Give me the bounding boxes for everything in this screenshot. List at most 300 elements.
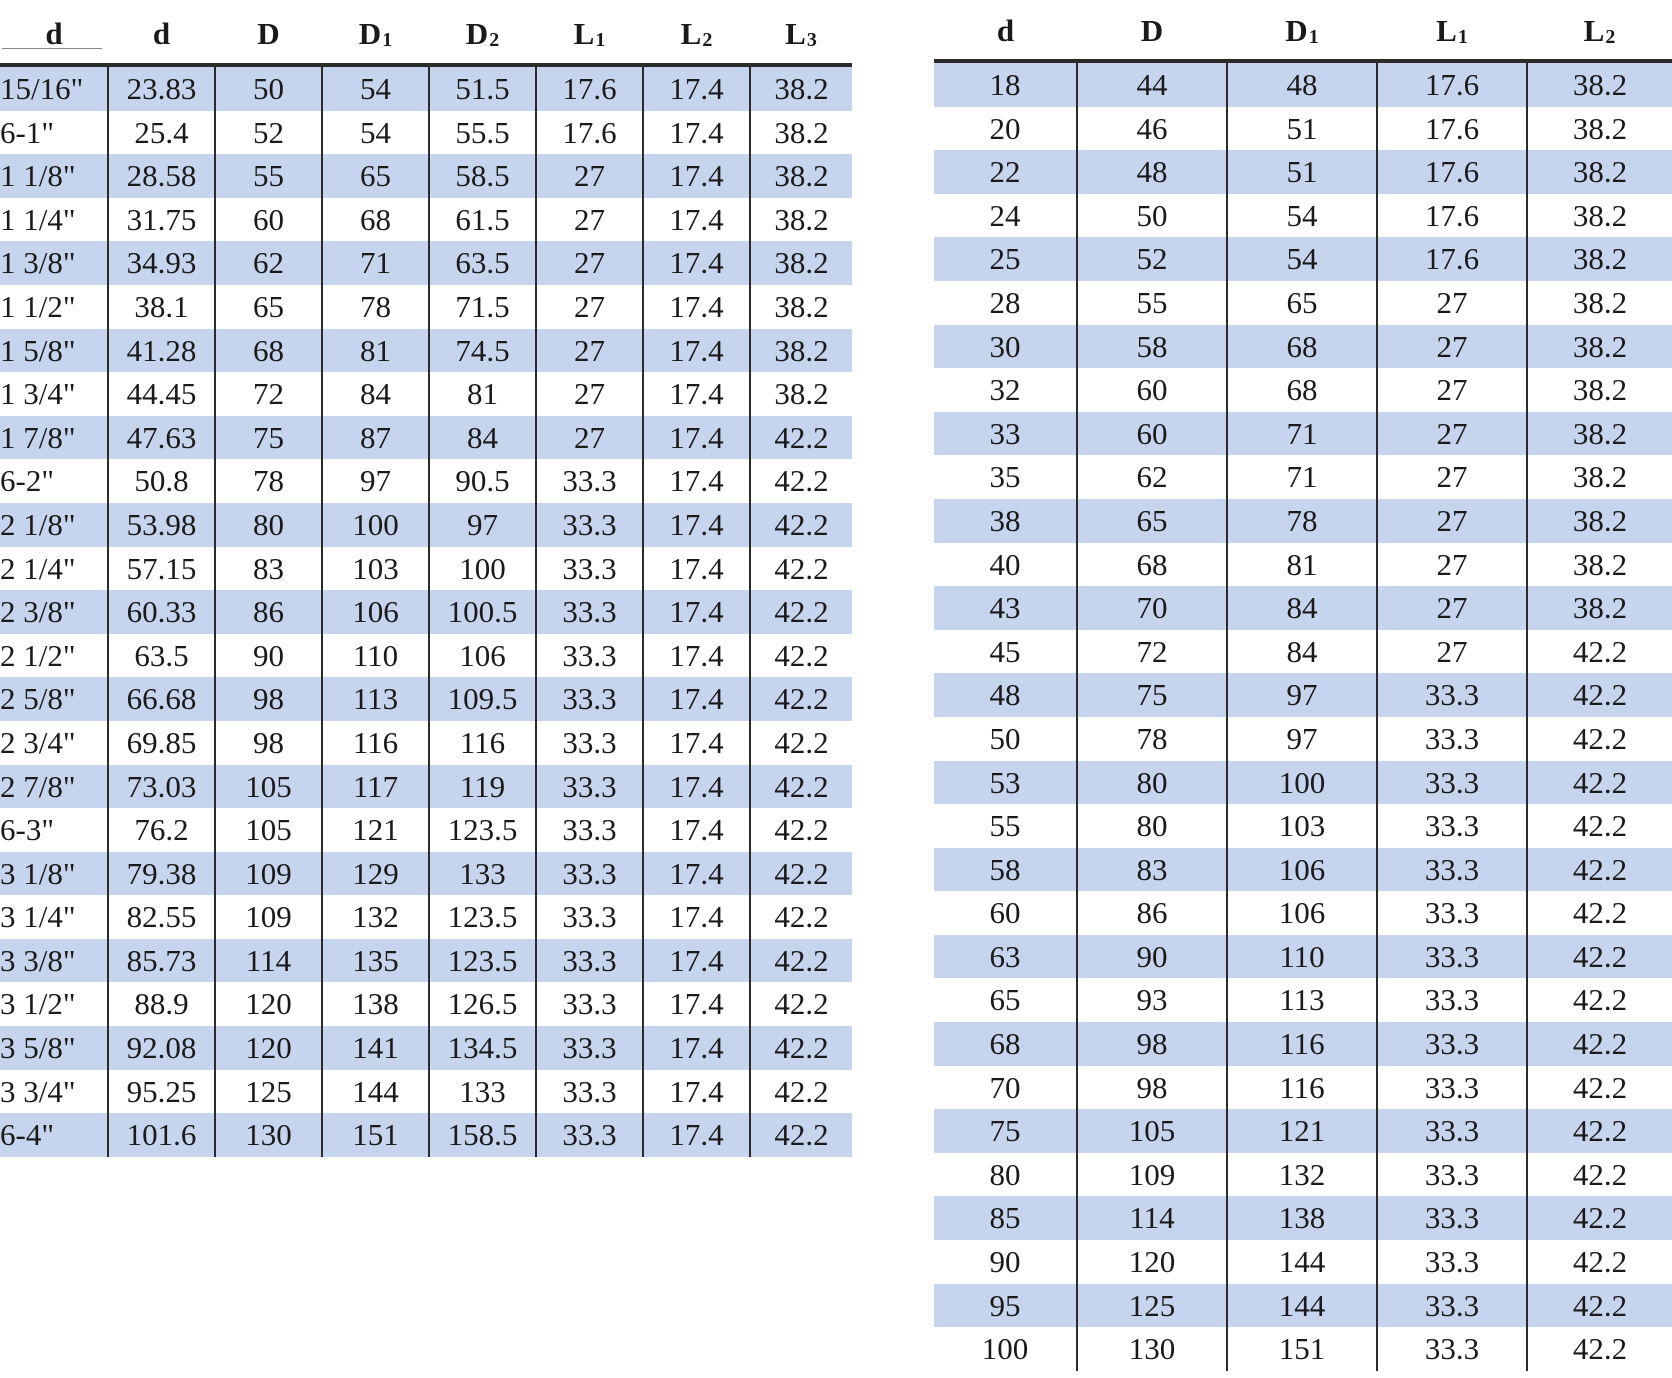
table-cell: 38.2 [1527,412,1672,456]
table-cell: 105 [215,808,322,852]
table-cell: 158.5 [429,1113,536,1157]
table-cell: 103 [322,547,429,591]
table-cell: 33.3 [1377,761,1527,805]
table-cell: 66.68 [108,677,215,721]
table-row [934,673,1672,717]
table-cell: 42.2 [750,808,852,852]
table-cell: 57.15 [108,547,215,591]
table-cell: 151 [1227,1327,1377,1371]
table-cell: 81 [429,372,536,416]
table-cell: 105 [215,765,322,809]
table-cell: 85.73 [108,939,215,983]
table-cell: 17.4 [643,241,750,285]
table-row [934,1327,1672,1371]
table-cell: 3 1/2" [0,982,108,1026]
table-cell: 80 [934,1153,1077,1197]
table-cell: 60 [215,198,322,242]
table-cell: 33.3 [536,895,643,939]
table-cell: 27 [1377,586,1527,630]
table-cell: 1 5/8" [0,329,108,373]
table-cell: 17.4 [643,895,750,939]
table-cell: 98 [1077,1066,1227,1110]
table-cell: 41.28 [108,329,215,373]
table-cell: 42.2 [1527,673,1672,717]
table-cell: 58 [1077,325,1227,369]
table-cell: 42.2 [750,634,852,678]
table-cell: 65 [1077,499,1227,543]
table-cell: 138 [322,982,429,1026]
column-header-subscript: 1 [1457,25,1468,48]
table-cell: 42.2 [750,895,852,939]
table-cell: 42.2 [1527,1327,1672,1371]
column-header-label: D [1140,12,1164,48]
table-row [0,590,852,634]
table-cell: 72 [215,372,322,416]
table-cell: 17.4 [643,65,750,111]
table-cell: 48 [1077,150,1227,194]
table-cell: 55 [934,804,1077,848]
table-cell: 135 [322,939,429,983]
table-cell: 42.2 [1527,1196,1672,1240]
table-cell: 76.2 [108,808,215,852]
table-cell: 6-1" [0,111,108,155]
column-header-subscript: 2 [489,28,500,51]
table-cell: 2 1/2" [0,634,108,678]
table-cell: 83 [1077,848,1227,892]
table-cell: 42.2 [1527,848,1672,892]
table-cell: 141 [322,1026,429,1070]
table-cell: 27 [1377,455,1527,499]
column-header [0,4,108,65]
table-cell: 3 1/4" [0,895,108,939]
table-cell: 71 [322,241,429,285]
table-cell: 42.2 [750,721,852,765]
table-cell: 121 [1227,1109,1377,1153]
table-cell: 17.4 [643,590,750,634]
table-cell: 33.3 [536,982,643,1026]
table-cell: 109 [215,895,322,939]
table-cell: 1 3/4" [0,372,108,416]
table-cell: 84 [429,416,536,460]
metric-size-table [934,2,1672,1371]
table-cell: 72 [1077,630,1227,674]
table-cell: 97 [1227,717,1377,761]
table-cell: 58 [934,848,1077,892]
table-cell: 17.4 [643,154,750,198]
table-cell: 84 [322,372,429,416]
column-header-label: D [465,15,489,51]
table-cell: 78 [1227,499,1377,543]
table-cell: 73.03 [108,765,215,809]
table-cell: 33.3 [536,1113,643,1157]
table-cell: 65 [322,154,429,198]
table-row [934,804,1672,848]
table-cell: 2 3/4" [0,721,108,765]
table-cell: 17.6 [1377,194,1527,238]
table-cell: 106 [429,634,536,678]
table-row [934,630,1672,674]
table-row [934,717,1672,761]
table-row [0,895,852,939]
table-cell: 38.2 [1527,325,1672,369]
table-cell: 71.5 [429,285,536,329]
table-cell: 17.6 [1377,237,1527,281]
table-cell: 121 [322,808,429,852]
table-cell: 1 7/8" [0,416,108,460]
table-cell: 130 [1077,1327,1227,1371]
table-cell: 42.2 [750,1070,852,1114]
table-cell: 68 [1227,325,1377,369]
column-header-subscript: 2 [1605,25,1616,48]
table-cell: 95 [934,1284,1077,1328]
table-cell: 42.2 [1527,761,1672,805]
table-cell: 27 [536,372,643,416]
table-cell: 79.38 [108,852,215,896]
table-row [0,1113,852,1157]
table-cell: 48 [1227,61,1377,107]
table-cell: 123.5 [429,895,536,939]
table-cell: 84 [1227,586,1377,630]
table-cell: 42.2 [1527,978,1672,1022]
table-cell: 134.5 [429,1026,536,1070]
table-cell: 100 [322,503,429,547]
table-cell: 33.3 [536,721,643,765]
table-cell: 86 [1077,891,1227,935]
table-cell: 120 [215,982,322,1026]
table-row [934,586,1672,630]
table-cell: 38.2 [1527,499,1672,543]
table-cell: 103 [1227,804,1377,848]
table-cell: 17.6 [536,65,643,111]
table-cell: 98 [215,721,322,765]
table-cell: 33.3 [536,634,643,678]
table-cell: 129 [322,852,429,896]
table-cell: 151 [322,1113,429,1157]
table-cell: 54 [1227,194,1377,238]
table-cell: 82.55 [108,895,215,939]
table-row [0,982,852,1026]
table-cell: 28.58 [108,154,215,198]
table-cell: 17.4 [643,416,750,460]
table-cell: 42.2 [1527,1109,1672,1153]
table-row [934,1066,1672,1110]
table-cell: 42.2 [1527,717,1672,761]
table-cell: 33.3 [536,939,643,983]
table-cell: 6-3" [0,808,108,852]
table-row [0,459,852,503]
table-row [0,198,852,242]
column-header [1227,2,1377,61]
table-cell: 75 [934,1109,1077,1153]
table-cell: 27 [1377,543,1527,587]
table-cell: 110 [1227,935,1377,979]
table-cell: 81 [322,329,429,373]
table-cell: 95.25 [108,1070,215,1114]
table-cell: 17.4 [643,372,750,416]
column-header-label: D [257,15,280,51]
table-cell: 70 [934,1066,1077,1110]
table-cell: 90 [215,634,322,678]
table-cell: 42.2 [1527,935,1672,979]
table-cell: 38.2 [750,372,852,416]
table-cell: 130 [215,1113,322,1157]
table-cell: 33.3 [1377,1284,1527,1328]
table-cell: 51 [1227,150,1377,194]
table-cell: 17.6 [1377,150,1527,194]
table-cell: 106 [1227,891,1377,935]
table-row [0,154,852,198]
table-cell: 100 [429,547,536,591]
table-cell: 33.3 [536,547,643,591]
table-row [0,285,852,329]
table-cell: 133 [429,852,536,896]
table-cell: 97 [429,503,536,547]
table-cell: 30 [934,325,1077,369]
table-cell: 45 [934,630,1077,674]
table-row [934,891,1672,935]
column-header-label: L [680,15,702,51]
table-row [0,1070,852,1114]
table-row [934,978,1672,1022]
table-cell: 70 [1077,586,1227,630]
table-cell: 50 [215,65,322,111]
table-cell: 25.4 [108,111,215,155]
table-cell: 42.2 [1527,1284,1672,1328]
table-cell: 17.4 [643,503,750,547]
table-cell: 33.3 [1377,1327,1527,1371]
table-cell: 80 [1077,804,1227,848]
table-cell: 28 [934,281,1077,325]
table-cell: 42.2 [1527,804,1672,848]
table-cell: 63.5 [108,634,215,678]
table-cell: 55.5 [429,111,536,155]
table-cell: 38.2 [750,329,852,373]
table-cell: 34.93 [108,241,215,285]
table-cell: 133 [429,1070,536,1114]
table-cell: 113 [1227,978,1377,1022]
table-cell: 33.3 [536,459,643,503]
table-row [934,1022,1672,1066]
table-cell: 62 [215,241,322,285]
table-cell: 42.2 [1527,891,1672,935]
table-cell: 40 [934,543,1077,587]
table-row [0,721,852,765]
table-cell: 42.2 [1527,1022,1672,1066]
table-cell: 15/16" [0,65,108,111]
column-header-subscript: 1 [1308,25,1319,48]
table-cell: 144 [322,1070,429,1114]
column-header-label: L [785,15,806,51]
table-cell: 23.83 [108,65,215,111]
table-row [0,634,852,678]
table-cell: 47.63 [108,416,215,460]
header-row [0,4,852,65]
column-header-subscript: 2 [702,28,713,51]
table-row [0,765,852,809]
column-header-label: L [573,15,595,51]
table-cell: 42.2 [750,547,852,591]
table-cell: 62 [1077,455,1227,499]
column-header-label: L [1436,12,1457,48]
table-cell: 120 [215,1026,322,1070]
table-cell: 17.4 [643,721,750,765]
table-cell: 60 [934,891,1077,935]
table-cell: 2 5/8" [0,677,108,721]
table-cell: 17.6 [1377,61,1527,107]
table-cell: 68 [1227,368,1377,412]
table-cell: 81 [1227,543,1377,587]
table-cell: 3 5/8" [0,1026,108,1070]
table-cell: 33.3 [1377,804,1527,848]
table-row [934,325,1672,369]
table-cell: 84 [1227,630,1377,674]
table-cell: 27 [536,416,643,460]
table-cell: 60 [1077,368,1227,412]
table-cell: 17.4 [643,634,750,678]
table-cell: 38 [934,499,1077,543]
table-cell: 114 [215,939,322,983]
table-row [934,1240,1672,1284]
table-cell: 38.2 [750,65,852,111]
table-cell: 68 [1077,543,1227,587]
table-cell: 33.3 [536,765,643,809]
table-cell: 86 [215,590,322,634]
column-header [536,4,643,65]
table-cell: 2 1/8" [0,503,108,547]
column-header [1077,2,1227,61]
header-row [934,2,1672,61]
table-cell: 33.3 [1377,935,1527,979]
table-cell: 105 [1077,1109,1227,1153]
table-cell: 38.1 [108,285,215,329]
table-cell: 83 [215,547,322,591]
table-cell: 52 [1077,237,1227,281]
table-cell: 123.5 [429,939,536,983]
table-cell: 38.2 [1527,107,1672,151]
table-cell: 51.5 [429,65,536,111]
table-row [0,65,852,111]
table-cell: 33.3 [536,503,643,547]
table-cell: 33.3 [1377,1109,1527,1153]
column-header [108,4,215,65]
table-cell: 68 [322,198,429,242]
table-row [934,499,1672,543]
table-cell: 87 [322,416,429,460]
table-cell: 33.3 [536,677,643,721]
column-header-label: D [1285,12,1308,48]
table-row [0,416,852,460]
table-cell: 53.98 [108,503,215,547]
table-cell: 126.5 [429,982,536,1026]
table-cell: 17.6 [1377,107,1527,151]
table-cell: 22 [934,150,1077,194]
table-cell: 42.2 [750,459,852,503]
table-row [934,194,1672,238]
table-cell: 38.2 [750,198,852,242]
table-cell: 101.6 [108,1113,215,1157]
table-row [0,111,852,155]
table-cell: 38.2 [1527,61,1672,107]
table-cell: 33.3 [536,808,643,852]
table-row [0,852,852,896]
table-cell: 90 [1077,935,1227,979]
table-cell: 18 [934,61,1077,107]
table-row [0,677,852,721]
table-cell: 2 3/8" [0,590,108,634]
table-cell: 43 [934,586,1077,630]
table-cell: 33 [934,412,1077,456]
table-cell: 42.2 [1527,1240,1672,1284]
table-row [934,1109,1672,1153]
table-cell: 6-4" [0,1113,108,1157]
table-cell: 17.4 [643,547,750,591]
table-cell: 71 [1227,412,1377,456]
table-cell: 24 [934,194,1077,238]
table-cell: 38.2 [1527,586,1672,630]
table-cell: 54 [1227,237,1377,281]
table-cell: 33.3 [1377,1066,1527,1110]
column-header-label: d [996,12,1015,48]
table-row [0,329,852,373]
table-cell: 32 [934,368,1077,412]
table-cell: 17.4 [643,808,750,852]
table-cell: 116 [322,721,429,765]
table-cell: 27 [1377,499,1527,543]
table-cell: 27 [1377,281,1527,325]
table-cell: 68 [215,329,322,373]
table-cell: 3 3/4" [0,1070,108,1114]
table-cell: 33.3 [1377,978,1527,1022]
table-cell: 90 [934,1240,1077,1284]
table-cell: 90.5 [429,459,536,503]
table-cell: 100.5 [429,590,536,634]
table-cell: 42.2 [1527,630,1672,674]
table-cell: 144 [1227,1284,1377,1328]
table-cell: 65 [215,285,322,329]
table-cell: 78 [322,285,429,329]
table-cell: 42.2 [750,1026,852,1070]
table-cell: 50.8 [108,459,215,503]
table-cell: 114 [1077,1196,1227,1240]
table-cell: 80 [1077,761,1227,805]
table-cell: 6-2" [0,459,108,503]
table-row [0,939,852,983]
table-cell: 33.3 [1377,848,1527,892]
table-cell: 1 1/8" [0,154,108,198]
table-cell: 17.4 [643,329,750,373]
table-cell: 1 1/4" [0,198,108,242]
table-cell: 17.4 [643,1026,750,1070]
table-cell: 17.4 [643,1113,750,1157]
table-cell: 55 [1077,281,1227,325]
table-cell: 61.5 [429,198,536,242]
table-cell: 60.33 [108,590,215,634]
column-header [1527,2,1672,61]
table-cell: 123.5 [429,808,536,852]
table-row [934,848,1672,892]
column-header-label: L [1583,12,1605,48]
column-header [934,2,1077,61]
table-cell: 109.5 [429,677,536,721]
table-cell: 63 [934,935,1077,979]
table-cell: 17.4 [643,198,750,242]
table-row [0,1026,852,1070]
column-header [322,4,429,65]
table-cell: 35 [934,455,1077,499]
table-cell: 42.2 [750,503,852,547]
table-cell: 27 [1377,630,1527,674]
table-cell: 27 [1377,325,1527,369]
